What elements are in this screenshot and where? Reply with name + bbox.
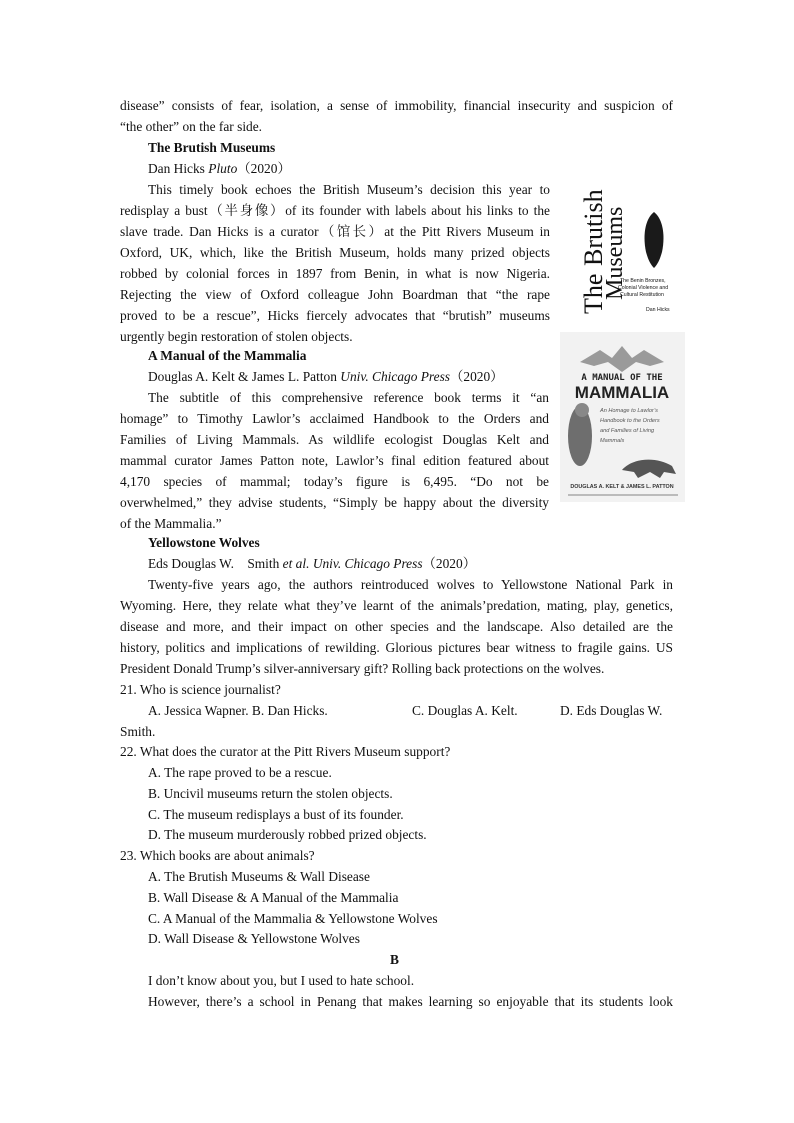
- book1-line-2: redisplay a bust（半身像）of its founder with labels about his links to the: [120, 203, 550, 218]
- cover2-sub-3: and Families of Living: [600, 428, 655, 434]
- book1-line-5: robbed by colonial forces in 1897 from Benin, in what is now Nigeria.: [120, 266, 550, 281]
- q22-option-a: A. The rape proved to be a rescue.: [148, 765, 332, 780]
- cover1-subtitle-1: The Benin Bronzes,: [620, 278, 666, 284]
- q21-option-c: C. Douglas A. Kelt.: [412, 703, 518, 718]
- book1-line-8: urgently begin restoration of stolen objects.: [120, 329, 353, 344]
- book1-byline: [148, 159, 291, 180]
- q23-option-d: D. Wall Disease & Yellowstone Wolves: [148, 931, 360, 946]
- q21-option-ab: A. Jessica Wapner. B. Dan Hicks.: [148, 703, 328, 718]
- book3-line-3: disease and more, and their impact on other species and the landscape. Also detailed are the: [120, 619, 673, 634]
- q21-option-d-cont: Smith.: [120, 724, 156, 739]
- book1-author: Dan Hicks: [148, 161, 205, 176]
- question-23: 23. Which books are about animals?: [120, 848, 315, 863]
- book2-line-7: of the Mammalia.”: [120, 516, 222, 531]
- book2-line-3: Families of Living Mammals. As wildlife ecologist Douglas Kelt and: [120, 432, 549, 447]
- book3-etal: et al.: [282, 556, 310, 571]
- cover1-museums: Museums: [602, 206, 628, 300]
- question-21: 21. Who is science journalist?: [120, 682, 281, 697]
- book1-line-3: slave trade. Dan Hicks is a curator（馆长）at the Pitt Rivers Museum in: [120, 224, 550, 239]
- book3-editors: Eds Douglas W. Smith: [148, 556, 283, 571]
- q23-option-c: C. A Manual of the Mammalia & Yellowstone Wolves: [148, 911, 438, 926]
- book3-year: （2020）: [422, 556, 477, 571]
- cover1-subtitle-2: Colonial Violence and: [618, 285, 669, 291]
- cover2-big: MAMMALIA: [574, 383, 670, 402]
- book1-line-1: This timely book echoes the British Museum’s decision this year to: [148, 182, 550, 197]
- book2-publisher: Univ. Chicago Press: [340, 369, 451, 384]
- q23-option-b: B. Wall Disease & A Manual of the Mammalia: [148, 890, 399, 905]
- book1-publisher: Pluto: [208, 161, 238, 176]
- book3-title: Yellowstone Wolves: [148, 535, 260, 550]
- cover2-sub-4: Mammals: [600, 438, 625, 444]
- book2-title: A Manual of the Mammalia: [148, 348, 307, 363]
- section-b-heading: B: [390, 952, 399, 967]
- cover1-brutish: Brutish: [579, 189, 608, 266]
- q21-option-d: D. Eds Douglas W.: [560, 703, 663, 718]
- book2-line-6: overwhelmed,” they advise students, “Simply be happy about the diversity: [120, 495, 549, 510]
- book3-publisher: Univ. Chicago Press: [312, 556, 423, 571]
- q22-option-c: C. The museum redisplays a bust of its founder.: [148, 807, 404, 822]
- book2-line-2: homage” to Timothy Lawlor’s acclaimed Handbook to the Orders and: [120, 411, 549, 426]
- book1-year: （2020）: [237, 161, 291, 176]
- book2-line-1: The subtitle of this comprehensive reference book terms it “an: [148, 390, 549, 405]
- mammalia-cover: [560, 332, 685, 502]
- book2-line-5: 4,170 species of mammal; today’s figure is 6,495. “Do not be: [120, 474, 549, 489]
- cover1-author: Dan Hicks: [646, 307, 670, 313]
- book1-line-6: Rejecting the view of Oxford colleague John Boardman that “the rape: [120, 287, 550, 302]
- cover2-sub-1: An Homage to Lawlor’s: [600, 408, 658, 414]
- cover2-authors: DOUGLAS A. KELT & JAMES L. PATTON: [570, 484, 674, 490]
- book3-line-4: history, politics and implications of rewilding. Glorious pictures bear witness to fragile gains. US: [120, 640, 673, 655]
- q22-option-d: D. The museum murderously robbed prized objects.: [148, 827, 427, 842]
- cover1-the: The: [579, 273, 608, 314]
- intro-line-1: disease” consists of fear, isolation, a sense of immobility, financial insecurity and suspicion of: [120, 98, 673, 113]
- question-22: 22. What does the curator at the Pitt Rivers Museum support?: [120, 744, 451, 759]
- cover2-sub-2: Handbook to the Orders: [600, 418, 660, 424]
- cover2-top: A MANUAL OF THE: [581, 373, 663, 383]
- book2-line-4: mammal curator James Patton note, Lawlor’s final edition featured about: [120, 453, 549, 468]
- book1-line-7: proved to be a rescue”, Hicks fiercely advocates that “brutish” museums: [120, 308, 550, 323]
- intro-line-2: “the other” on the far side.: [120, 119, 263, 134]
- section-b-line-1: I don’t know about you, but I used to hate school.: [148, 973, 415, 988]
- book3-line-1: Twenty-five years ago, the authors reintroduced wolves to Yellowstone National Park in: [148, 577, 673, 592]
- book2-year: （2020）: [450, 369, 504, 384]
- q23-option-a: A. The Brutish Museums & Wall Disease: [148, 869, 370, 884]
- brutish-museums-cover: [566, 146, 682, 318]
- cover1-subtitle-3: Cultural Restitution: [620, 292, 664, 298]
- book2-byline: [148, 367, 504, 388]
- benin-bronze-icon: [645, 212, 664, 268]
- book3-byline: [148, 554, 476, 575]
- book3-line-2: Wyoming. Here, they relate what they’ve learnt of the animals’predation, mating, play, genetics,: [120, 598, 673, 613]
- book2-authors: Douglas A. Kelt & James L. Patton: [148, 369, 341, 384]
- book3-line-5: President Donald Trump’s silver-anniversary gift? Rolling back protections on the wolves.: [120, 661, 605, 676]
- book1-line-4: Oxford, UK, which, like the British Museum, holds many prized objects: [120, 245, 550, 260]
- section-b-line-2: However, there’s a school in Penang that makes learning so enjoyable that its students look: [148, 994, 673, 1009]
- q22-option-b: B. Uncivil museums return the stolen objects.: [148, 786, 393, 801]
- book1-title: The Brutish Museums: [148, 140, 276, 155]
